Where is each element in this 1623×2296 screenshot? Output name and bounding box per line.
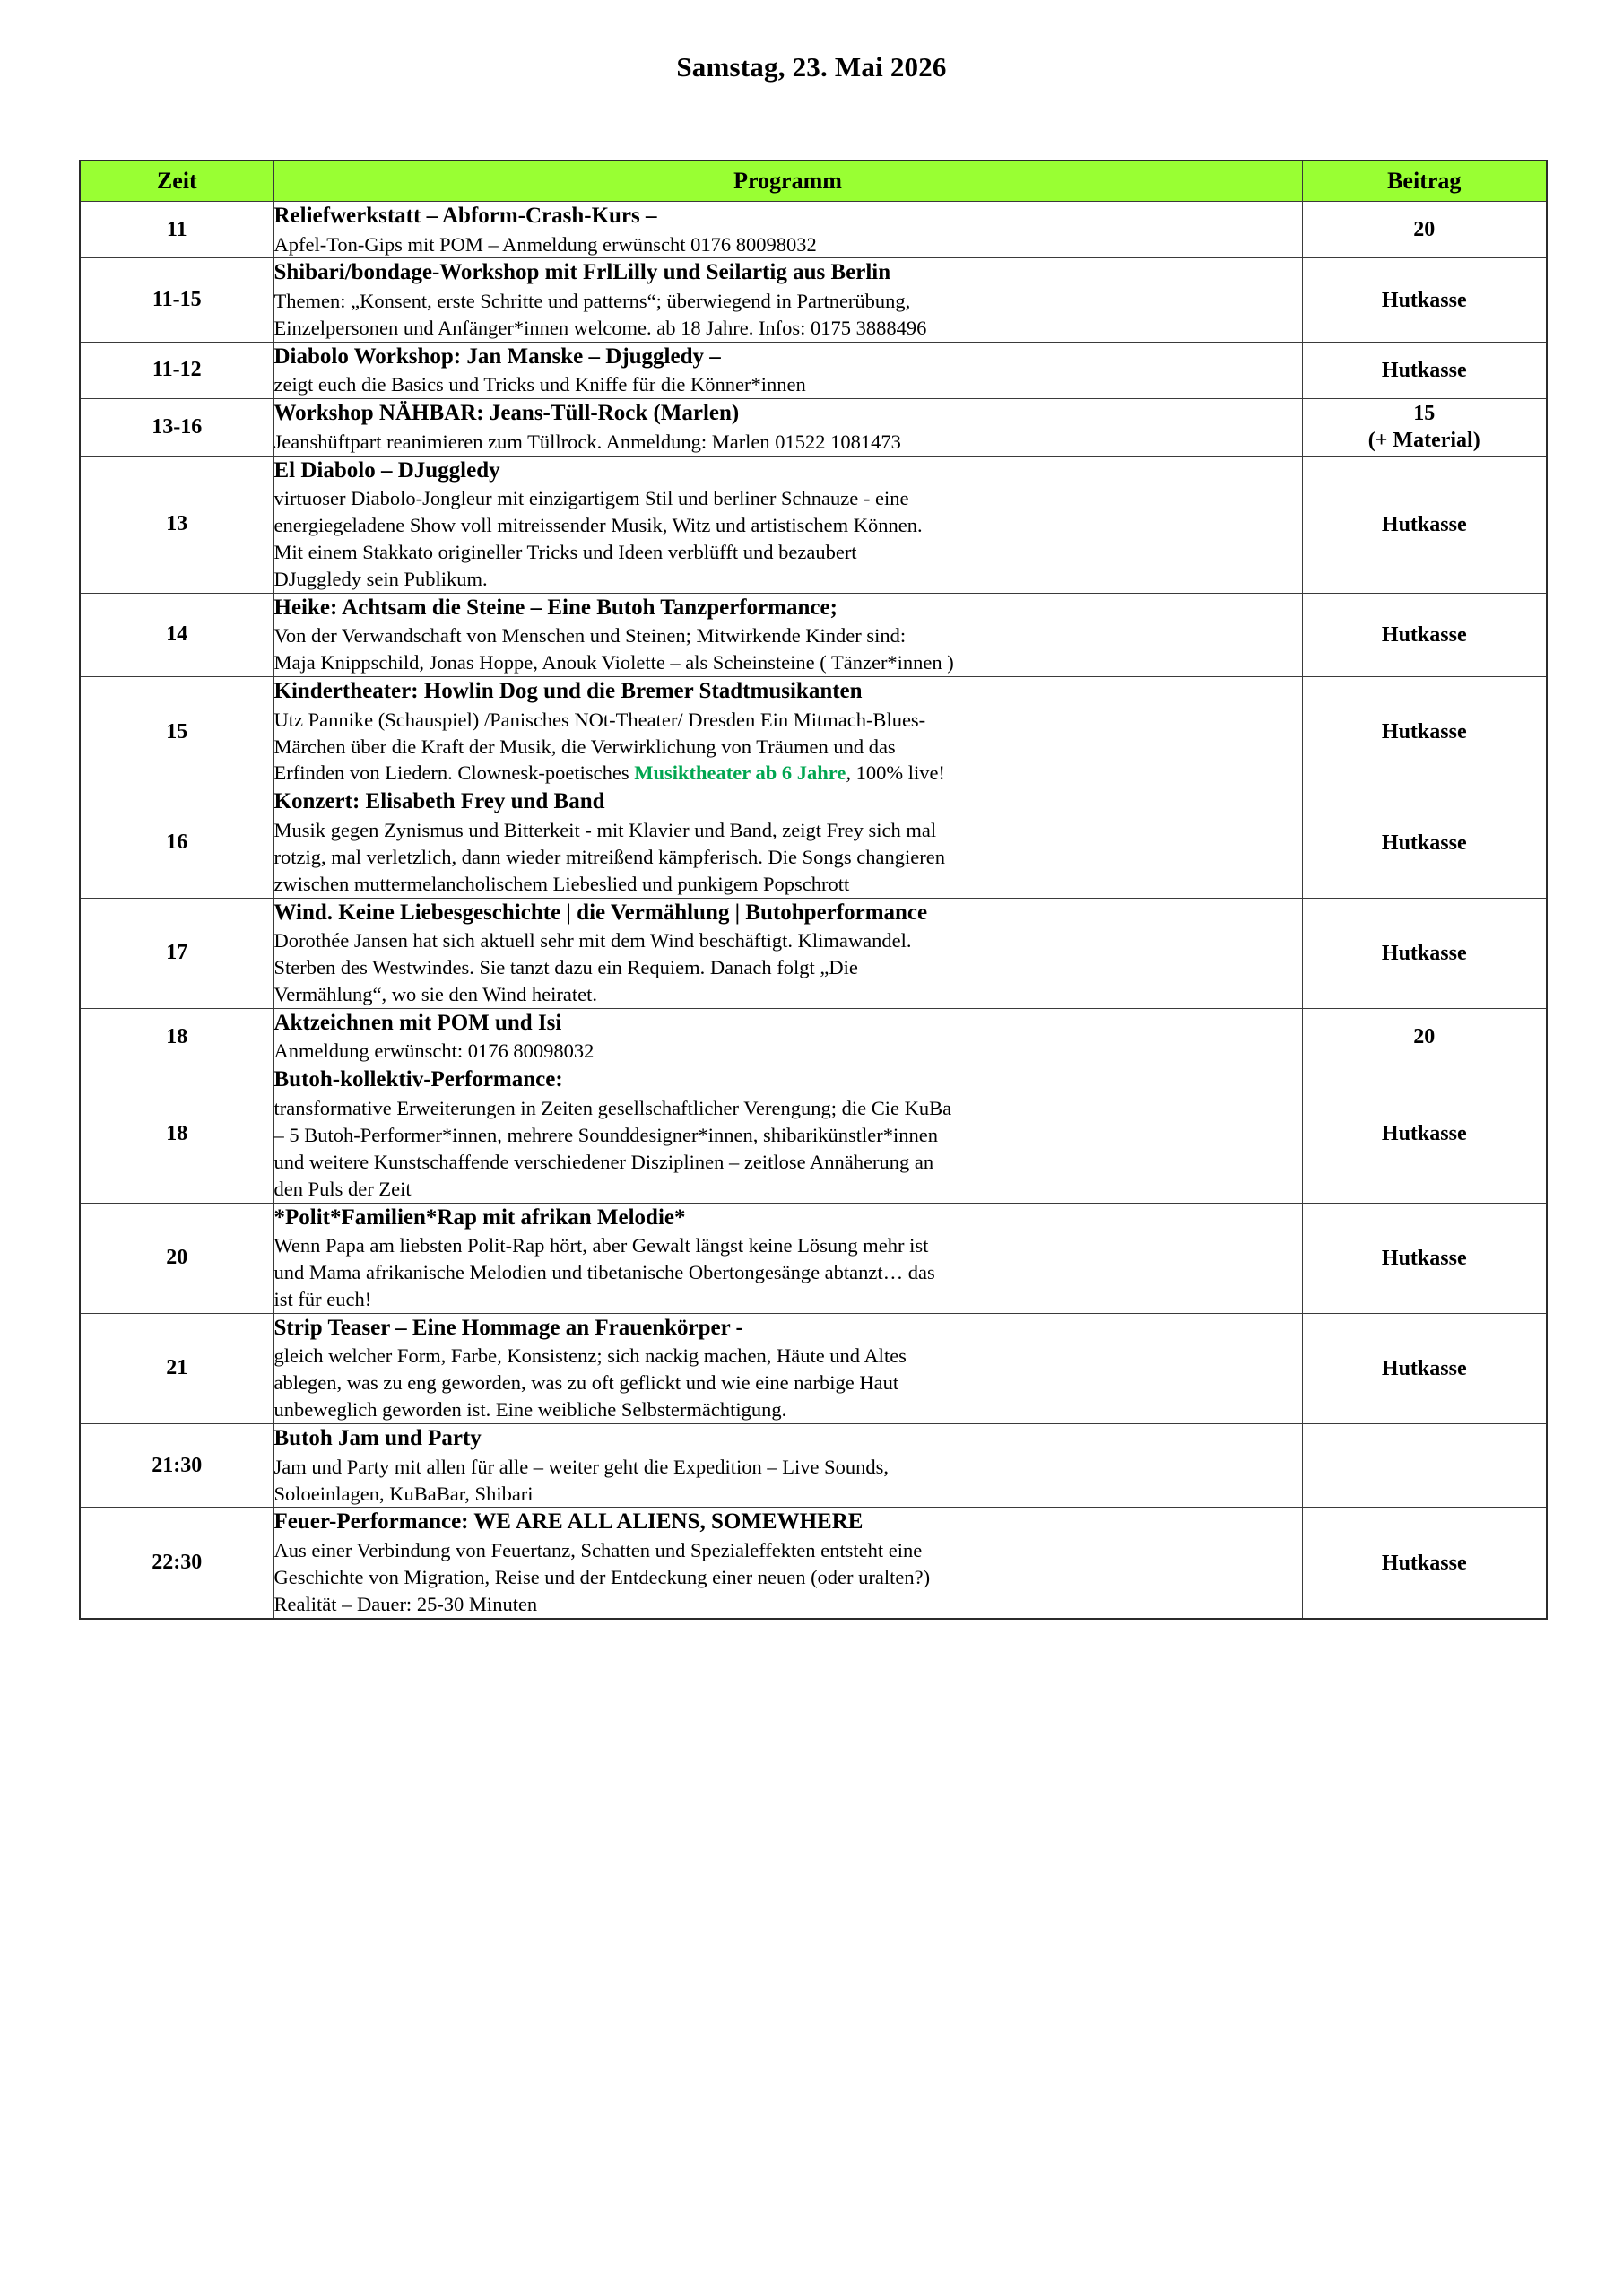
description-line: gleich welcher Form, Farbe, Konsistenz; sich nackig machen, Häute und Altes — [273, 1344, 907, 1368]
description-line: virtuoser Diabolo-Jongleur mit einzigartigem Stil und berliner Schnauze - eine — [273, 487, 909, 510]
description-line: Mit einem Stakkato origineller Tricks und Ideen verblüfft und bezaubert — [273, 540, 857, 563]
description-line: Maja Knippschild, Jonas Hoppe, Anouk Violette – als Scheinsteine ( Tänzer*innen ) — [273, 651, 954, 674]
program-description — [274, 231, 1302, 258]
description-line-highlighted — [274, 760, 1302, 787]
column-header-programm: Programm — [273, 161, 1302, 202]
table-row — [80, 456, 1547, 593]
beitrag-value: Hutkasse — [1381, 1551, 1467, 1575]
cell-beitrag — [1302, 1508, 1547, 1619]
program-title: El Diabolo – DJuggledy — [273, 457, 500, 483]
program-description — [274, 817, 1302, 898]
description-text-before: Erfinden von Liedern. Clownesk-poetisches — [273, 761, 635, 785]
cell-zeit: 17 — [80, 898, 273, 1008]
cell-zeit: 14 — [80, 593, 273, 676]
cell-programm — [273, 787, 1302, 898]
cell-beitrag — [1302, 258, 1547, 342]
column-header-beitrag: Beitrag — [1302, 161, 1547, 202]
table-row — [80, 1008, 1547, 1065]
program-title: Butoh-kollektiv-Performance: — [273, 1067, 563, 1092]
description-text-after: , 100% live! — [846, 761, 945, 785]
beitrag-value: 20 — [1413, 1025, 1436, 1049]
description-line: Sterben des Westwindes. Sie tanzt dazu ein Requiem. Danach folgt „Die — [273, 956, 858, 979]
table-header-row — [80, 161, 1547, 202]
program-title: *Polit*Familien*Rap mit afrikan Melodie* — [273, 1205, 686, 1230]
program-title: Reliefwerkstatt – Abform-Crash-Kurs – — [273, 204, 657, 228]
cell-beitrag — [1302, 399, 1547, 456]
program-title: Workshop NÄHBAR: Jeans-Tüll-Rock (Marlen) — [273, 401, 740, 426]
description-line: Von der Verwandschaft von Menschen und Steinen; Mitwirkende Kinder sind: — [273, 624, 907, 648]
cell-zeit: 18 — [80, 1008, 273, 1065]
cell-zeit: 16 — [80, 787, 273, 898]
program-description — [274, 429, 1302, 456]
table-row — [80, 1424, 1547, 1508]
description-line: DJuggledy sein Publikum. — [273, 567, 488, 590]
cell-zeit: 13-16 — [80, 399, 273, 456]
program-title: Feuer-Performance: WE ARE ALL ALIENS, SOMEWHERE — [273, 1509, 864, 1535]
cell-zeit: 22:30 — [80, 1508, 273, 1619]
program-description — [274, 1095, 1302, 1203]
beitrag-value: Hutkasse — [1381, 720, 1467, 744]
table-row — [80, 677, 1547, 787]
program-description — [274, 288, 1302, 342]
table-row — [80, 898, 1547, 1008]
cell-zeit: 13 — [80, 456, 273, 593]
description-line: und Mama afrikanische Melodien und tibetanische Obertongesänge abtanzt… das — [273, 1260, 935, 1283]
description-line: ablegen, was zu eng geworden, was zu oft geflickt und wie eine narbige Haut — [273, 1371, 899, 1395]
program-table — [79, 160, 1548, 1620]
cell-beitrag — [1302, 677, 1547, 787]
cell-zeit: 15 — [80, 677, 273, 787]
beitrag-value: Hutkasse — [1381, 941, 1467, 965]
program-title: Strip Teaser – Eine Hommage an Frauenkörper - — [273, 1315, 743, 1340]
program-description — [274, 1038, 1302, 1065]
description-line: Themen: „Konsent, erste Schritte und patterns“; überwiegend in Partnerübung, — [273, 289, 911, 312]
cell-programm — [273, 456, 1302, 593]
description-line: Jam und Party mit allen für alle – weiter geht die Expedition – Live Sounds, — [273, 1455, 889, 1478]
description-line: Anmeldung erwünscht: 0176 80098032 — [273, 1039, 595, 1063]
beitrag-value: Hutkasse — [1381, 288, 1467, 312]
program-table-container — [79, 160, 1546, 1620]
cell-beitrag — [1302, 898, 1547, 1008]
cell-beitrag — [1302, 456, 1547, 593]
description-line: transformative Erweiterungen in Zeiten gesellschaftlicher Verengung; die Cie KuBa — [273, 1096, 952, 1119]
beitrag-value: Hutkasse — [1381, 831, 1467, 855]
table-row — [80, 1508, 1547, 1619]
highlighted-text: Musiktheater ab 6 Jahre — [634, 761, 846, 785]
beitrag-value: Hutkasse — [1381, 512, 1467, 536]
beitrag-value: Hutkasse — [1381, 358, 1467, 382]
description-line: Aus einer Verbindung von Feuertanz, Schatten und Spezialeffekten entsteht eine — [273, 1538, 923, 1561]
cell-beitrag — [1302, 593, 1547, 676]
table-header — [80, 161, 1547, 202]
cell-programm — [273, 399, 1302, 456]
cell-beitrag — [1302, 1424, 1547, 1508]
table-row — [80, 399, 1547, 456]
program-title: Heike: Achtsam die Steine – Eine Butoh Tanzperformance; — [273, 595, 838, 620]
description-line: Vermählung“, wo sie den Wind heiratet. — [273, 983, 597, 1006]
description-line: den Puls der Zeit — [273, 1177, 412, 1200]
program-description — [274, 1454, 1302, 1508]
description-line: und weitere Kunstschaffende verschiedener Disziplinen – zeitlose Annäherung an — [273, 1150, 934, 1173]
description-line: Märchen über die Kraft der Musik, die Verwirklichung von Träumen und das — [273, 735, 896, 758]
page-title: Samstag, 23. Mai 2026 — [676, 51, 947, 83]
table-row — [80, 342, 1547, 398]
table-row — [80, 258, 1547, 342]
cell-zeit: 21 — [80, 1313, 273, 1423]
description-line: Wenn Papa am liebsten Polit-Rap hört, aber Gewalt längst keine Lösung mehr ist — [273, 1234, 929, 1257]
program-description — [274, 1343, 1302, 1423]
cell-programm — [273, 1313, 1302, 1423]
cell-zeit: 11-12 — [80, 342, 273, 398]
cell-programm — [273, 258, 1302, 342]
description-line: zwischen muttermelancholischem Liebeslied und punkigem Popschrott — [273, 872, 850, 895]
description-line: energiegeladene Show voll mitreissender Musik, Witz und artistischem Können. — [273, 514, 923, 537]
cell-beitrag — [1302, 202, 1547, 258]
table-body — [80, 202, 1547, 1619]
cell-programm — [273, 342, 1302, 398]
description-line: Apfel-Ton-Gips mit POM – Anmeldung erwünscht 0176 80098032 — [273, 232, 817, 256]
program-description — [274, 622, 1302, 676]
cell-zeit: 11-15 — [80, 258, 273, 342]
description-line: Geschichte von Migration, Reise und der Entdeckung einer neuen (oder uralten?) — [273, 1565, 931, 1588]
description-line: – 5 Butoh-Performer*innen, mehrere Sounddesigner*innen, shibarikünstler*innen — [273, 1123, 938, 1146]
table-row — [80, 1313, 1547, 1423]
program-description — [274, 927, 1302, 1008]
cell-beitrag — [1302, 1065, 1547, 1203]
table-row — [80, 1203, 1547, 1313]
description-line: Jeanshüftpart reanimieren zum Tüllrock. Anmeldung: Marlen 01522 1081473 — [273, 430, 901, 453]
cell-beitrag — [1302, 1008, 1547, 1065]
table-row — [80, 1065, 1547, 1203]
program-title: Konzert: Elisabeth Frey und Band — [273, 789, 605, 814]
description-line: zeigt euch die Basics und Tricks und Kniffe für die Könner*innen — [273, 373, 806, 396]
cell-beitrag — [1302, 787, 1547, 898]
cell-beitrag — [1302, 1203, 1547, 1313]
description-line: rotzig, mal verletzlich, dann wieder mitreißend kämpferisch. Die Songs changieren — [273, 845, 945, 868]
program-description — [274, 707, 1302, 787]
cell-programm — [273, 1065, 1302, 1203]
cell-programm — [273, 1008, 1302, 1065]
program-title: Aktzeichnen mit POM und Isi — [273, 1010, 562, 1035]
cell-programm — [273, 1424, 1302, 1508]
beitrag-value: 20 — [1413, 218, 1436, 242]
description-line: Realität – Dauer: 25-30 Minuten — [273, 1592, 538, 1615]
program-title: Wind. Keine Liebesgeschichte | die Vermählung | Butohperformance — [273, 900, 928, 925]
cell-beitrag — [1302, 1313, 1547, 1423]
table-row — [80, 593, 1547, 676]
cell-zeit: 18 — [80, 1065, 273, 1203]
beitrag-value: Hutkasse — [1381, 1356, 1467, 1380]
program-description — [274, 371, 1302, 398]
program-title: Shibari/bondage-Workshop mit FrlLilly und Seilartig aus Berlin — [273, 260, 891, 285]
cell-beitrag — [1302, 342, 1547, 398]
description-line: Einzelpersonen und Anfänger*innen welcome. ab 18 Jahre. Infos: 0175 3888496 — [273, 316, 927, 339]
program-title: Diabolo Workshop: Jan Manske – Djuggledy – — [273, 344, 721, 369]
cell-programm — [273, 593, 1302, 676]
cell-zeit: 21:30 — [80, 1424, 273, 1508]
description-line: unbeweglich geworden ist. Eine weibliche Selbstermächtigung. — [273, 1398, 787, 1422]
cell-zeit: 20 — [80, 1203, 273, 1313]
program-description — [274, 1232, 1302, 1313]
beitrag-note: (+ Material) — [1367, 429, 1480, 453]
table-row — [80, 787, 1547, 898]
program-description — [274, 1537, 1302, 1618]
beitrag-value: 15 — [1413, 402, 1436, 426]
program-title: Kindertheater: Howlin Dog und die Bremer Stadtmusikanten — [273, 679, 863, 704]
beitrag-value: Hutkasse — [1381, 1246, 1467, 1270]
column-header-zeit: Zeit — [80, 161, 273, 202]
cell-programm — [273, 898, 1302, 1008]
description-line: Soloeinlagen, KuBaBar, Shibari — [273, 1482, 534, 1505]
description-line: Dorothée Jansen hat sich aktuell sehr mit dem Wind beschäftigt. Klimawandel. — [273, 929, 912, 952]
cell-zeit: 11 — [80, 202, 273, 258]
beitrag-value: Hutkasse — [1381, 622, 1467, 647]
cell-programm — [273, 677, 1302, 787]
cell-programm — [273, 1203, 1302, 1313]
description-line: Utz Pannike (Schauspiel) /Panisches NOt-Theater/ Dresden Ein Mitmach-Blues- — [273, 708, 926, 731]
program-description — [274, 485, 1302, 593]
program-title: Butoh Jam und Party — [273, 1426, 482, 1451]
table-row — [80, 202, 1547, 258]
description-line: ist für euch! — [273, 1287, 372, 1310]
cell-programm — [273, 202, 1302, 258]
description-line: Musik gegen Zynismus und Bitterkeit - mit Klavier und Band, zeigt Frey sich mal — [273, 818, 937, 841]
beitrag-value: Hutkasse — [1381, 1122, 1467, 1146]
cell-programm — [273, 1508, 1302, 1619]
